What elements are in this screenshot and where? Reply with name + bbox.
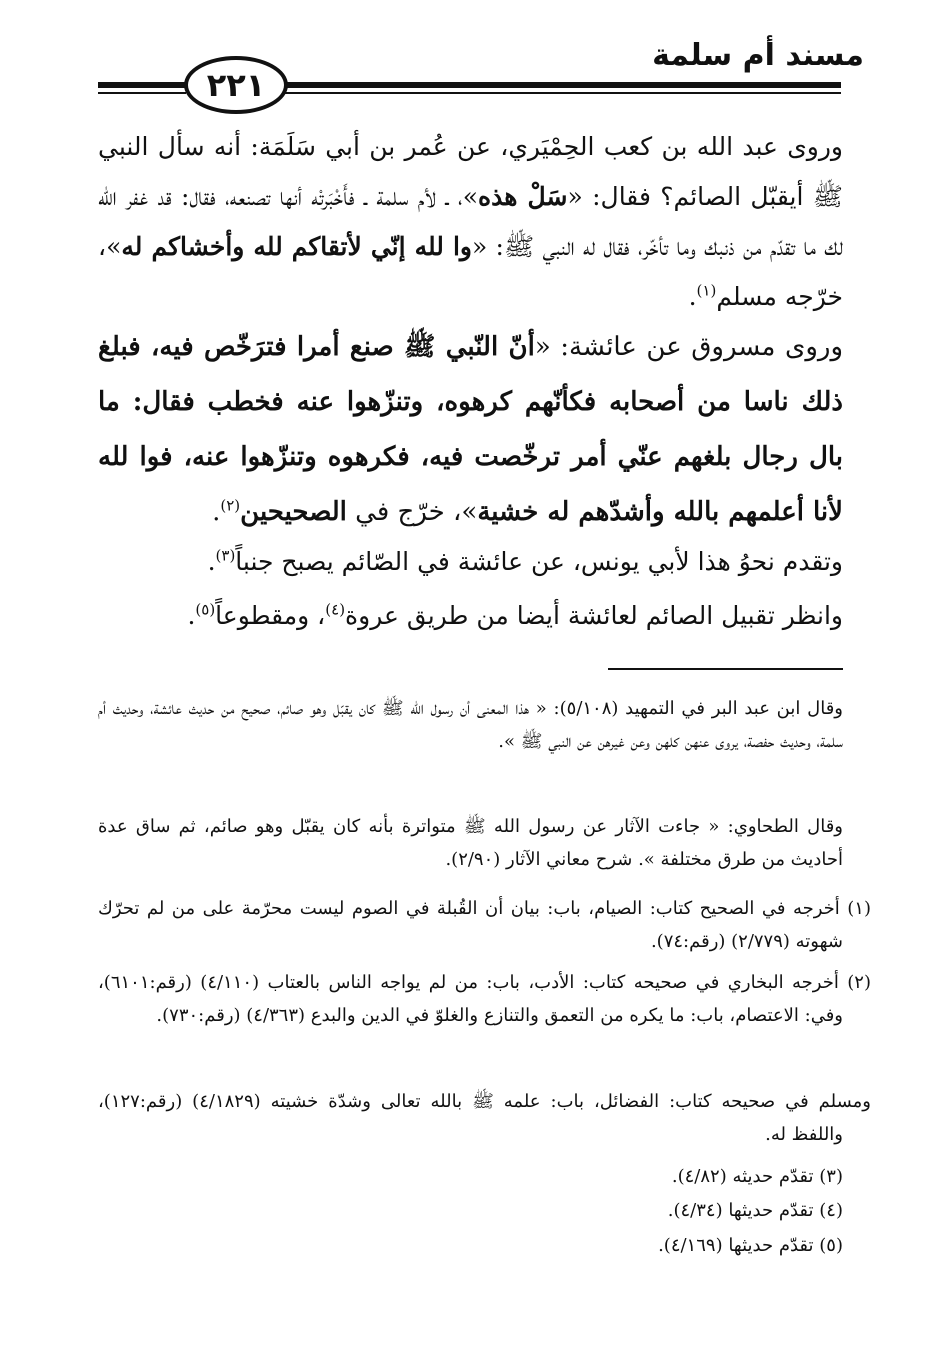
footnote-4: (٤) تقدّم حديثها (٤/٣٤). xyxy=(667,1200,843,1221)
footnote-tahawi: وقال الطحاوي: « جاءت الآثار عن رسول الله ﷺ متواترة بأنه كان يقبّل وهو صائم، ثم ساق عدة أحاديث من طرق مختلفة ». شرح معاني الآثار (٢/٩٠). xyxy=(98,816,843,870)
para2-hadith: أنّ النّبي ﷺ صنع أمرا فترَخّص فيه، فبلغ ذلك ناسا من أصحابه فكأنّهم كرهوه، وتنزّهوا عنه فخطب فقال: ما بال رجال بلغهم عنّي أمر ترخّصت فيه، فكرهوه وتنزّهوا عنه، فوا لله لأنا أعلمهم بالله وأشدّهم له خشية xyxy=(98,332,843,527)
para2-end: . xyxy=(212,497,221,527)
para1-quote-1: سَلْ هذه xyxy=(478,182,568,211)
para2-text-c: »، خرّج في xyxy=(346,497,478,527)
paragraph-3 xyxy=(98,536,843,588)
footnote-1: (١) أخرجه في الصحيح كتاب: الصيام، باب: بيان أن القُبلة في الصوم ليست محرّمة على من لم تحرّك شهوته (٢/٧٧٩) (رقم:٧٤). xyxy=(98,898,871,952)
header-rule-left-thin xyxy=(98,92,186,94)
paragraph-2 xyxy=(98,320,843,540)
paragraph-4 xyxy=(98,590,843,642)
footnote-ibn-abd-al-barr: وقال ابن عبد البر في التمهيد (٥/١٠٨): « هذا المعنى أن رسول الله ﷺ كان يقبّل وهو صائم، صحيح من حديث عائشة، وحديث أم سلمة، وحديث حفصة، يروى عنهن كلهن وعن غيرهن عن النبي ﷺ ». xyxy=(98,698,843,752)
footnote-ref-3: (٣) xyxy=(215,546,236,565)
para1-text-a: وروى عبد الله بن كعب الحِمْيَري، عن عُمر بن أبي سَلَمَة: أنه سأل النبي ﷺ أيقبّل الصائم؟ فقال: « xyxy=(98,132,843,211)
para1-end: . xyxy=(688,282,697,311)
footnote-ref-1: (١) xyxy=(696,281,717,300)
para3-end: . xyxy=(207,547,216,576)
para1-text-e: »، خرّجه مسلم xyxy=(98,232,843,311)
footnote-separator xyxy=(608,668,843,670)
para2-sahihayn: الصحيحين xyxy=(240,497,347,527)
page-number: ٢٢١ xyxy=(206,66,266,104)
para4-text-a: وانظر تقبيل الصائم لعائشة أيضا من طريق عروة xyxy=(345,601,843,630)
footnote-3: (٣) تقدّم حديثه (٤/٨٢). xyxy=(671,1166,843,1187)
page-number-badge xyxy=(184,56,288,114)
footnote-2-muslim: ومسلم في صحيحه كتاب: الفضائل، باب: علمه ﷺ بالله تعالى وشدّة خشيته (٤/١٨٢٩) (رقم:١٢٧)، واللفظ له. xyxy=(98,1091,872,1145)
header-rule-right-thin xyxy=(284,92,841,94)
para1-text-c: »، ـ لأم سلمة ـ فأَخْبَرتْه أنها تصنعه، فقال: قد غفر الله لك ما تقدّم من ذنبك وما تأخّر، فقال له النبي ﷺ: « xyxy=(98,182,843,261)
para4-end: . xyxy=(187,601,196,630)
footnote-ref-2: (٢) xyxy=(220,496,241,515)
para3-text: وتقدم نحوُ هذا لأبي يونس، عن عائشة في الصّائم يصبح جنباً xyxy=(235,547,843,576)
footnote-ref-5: (٥) xyxy=(195,600,216,619)
para2-text-a: وروى مسروق عن عائشة: « xyxy=(534,332,843,362)
footnote-ref-4: (٤) xyxy=(325,600,346,619)
paragraph-1 xyxy=(98,122,843,322)
para4-text-b: ، ومقطوعاً xyxy=(215,601,326,630)
footnote-2: (٢) أخرجه البخاري في صحيحه كتاب: الأدب، باب: من لم يواجه الناس بالعتاب (٤/١١٠) (رقم:٦١٠١)، وفي: الاعتصام، باب: ما يكره من التعمق والتنازع والغلوّ في الدين والبدع (٤/٣٦٣) (رقم:٧٣٠). xyxy=(98,972,871,1026)
running-title: مسند أم سلمة xyxy=(652,38,864,73)
footnote-5: (٥) تقدّم حديثها (٤/١٦٩). xyxy=(658,1235,843,1256)
header-rule-left xyxy=(98,82,186,88)
para1-quote-2: وا لله إنّي لأتقاكم لله وأخشاكم له xyxy=(121,232,472,261)
header-rule-right xyxy=(284,82,841,88)
